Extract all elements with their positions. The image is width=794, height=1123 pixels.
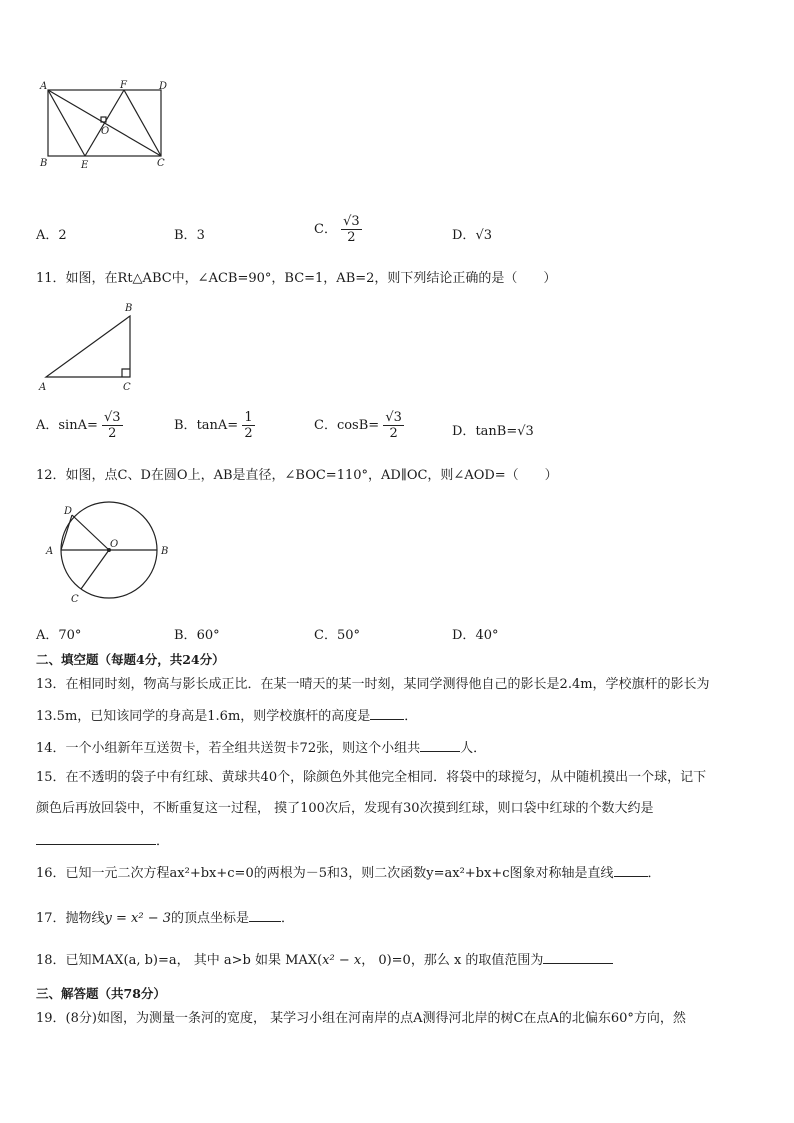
q10-figure [36, 78, 176, 173]
q14-answer-blank[interactable] [420, 738, 460, 752]
q16-line: 16．已知一元二次方程ax²+bx+c=0的两根为－5和3，则二次函数y=ax²+bx+c图象对称轴是直线 ． [36, 863, 661, 883]
q10-label-o: O [101, 126, 110, 137]
q16-answer-blank[interactable] [614, 863, 648, 877]
q11-label-c: C [123, 382, 131, 393]
q12-option-a: A．70° [36, 628, 82, 643]
q11-label-a: A [39, 382, 47, 393]
q10-label-b: B [40, 158, 48, 169]
q11-option-b: B．tanA= $\frac{1}{2}$ [174, 410, 253, 441]
q12-label-d: D [64, 506, 73, 517]
q11-option-c: C．cosB= $\frac{√3}{2}$ [314, 410, 402, 441]
q11-stem: 11．如图，在Rt△ABC中，∠ACB=90°，BC=1，AB=2，则下列结论正确的是（ ） [36, 271, 557, 286]
q10-label-a: A [40, 81, 48, 92]
q13-line2: 13.5m，已知该同学的身高是1.6m，则学校旗杆的高度是 ． [36, 706, 417, 726]
q17-formula: y = x² − 3 [104, 911, 172, 926]
q17-answer-blank[interactable] [249, 908, 281, 922]
q10-label-e: E [81, 160, 89, 171]
q12-label-b: B [161, 546, 169, 557]
q10-label-f: F [120, 80, 127, 91]
q12-option-b: B．60° [174, 628, 220, 643]
q15-line3: ． [36, 831, 169, 851]
section-fill-in-heading: 二、填空题（每题4分，共24分） [36, 652, 225, 667]
q11-option-a: A．sinA= $\frac{√3}{2}$ [36, 410, 121, 441]
q12-figure [36, 498, 186, 608]
q12-stem: 12．如图，点C、D在圆O上，AB是直径，∠BOC=110°，AD∥OC，则∠AOD=（ ） [36, 468, 558, 483]
q12-label-o: O [110, 539, 119, 550]
q15-answer-blank[interactable] [36, 831, 156, 845]
q14-line: 14．一个小组新年互送贺卡，若全组共送贺卡72张，则这个小组共 人． [36, 738, 486, 758]
q10-label-d: D [159, 81, 168, 92]
q18-line: 18．已知MAX(a, b)=a， 其中 a>b 如果 MAX(x² − x， 0)=0，那么 x 的取值范围为 [36, 950, 613, 970]
q10-option-c: C． $\frac{√3}{2}$ [314, 214, 360, 245]
q10-option-a: A．2 [36, 228, 67, 243]
q15-line2: 颜色后再放回袋中，不断重复这一过程， 摸了100次后，发现有30次摸到红球，则口袋中红球的个数大约是 [36, 801, 654, 816]
q10-option-d: D．√3 [452, 228, 492, 243]
q10-label-c: C [157, 158, 165, 169]
q18-formula: x² − x [322, 953, 362, 968]
q12-option-c: C．50° [314, 628, 360, 643]
q19-line: 19．(8分)如图，为测量一条河的宽度， 某学习小组在河南岸的点A测得河北岸的树C在点A的北偏东60°方向，然 [36, 1011, 686, 1026]
q17-line: 17．抛物线y = x² − 3的顶点坐标是 ． [36, 908, 294, 928]
q11-label-b: B [125, 303, 133, 314]
section-solutions-heading: 三、解答题（共78分） [36, 986, 166, 1001]
q12-label-a: A [46, 546, 54, 557]
q11-figure [36, 300, 146, 395]
q13-line1: 13．在相同时刻，物高与影长成正比．在某一晴天的某一时刻，某同学测得他自己的影长是2.4m，学校旗杆的影长为 [36, 677, 710, 692]
q13-answer-blank[interactable] [370, 706, 404, 720]
q15-line1: 15．在不透明的袋子中有红球、黄球共40个，除颜色外其他完全相同．将袋中的球搅匀，从中随机摸出一个球，记下 [36, 770, 707, 785]
q18-answer-blank[interactable] [543, 950, 613, 964]
q12-option-d: D．40° [452, 628, 499, 643]
q10-option-b: B．3 [174, 228, 205, 243]
q12-label-c: C [71, 594, 79, 605]
q11-option-d: D．tanB=√3 [452, 424, 534, 439]
